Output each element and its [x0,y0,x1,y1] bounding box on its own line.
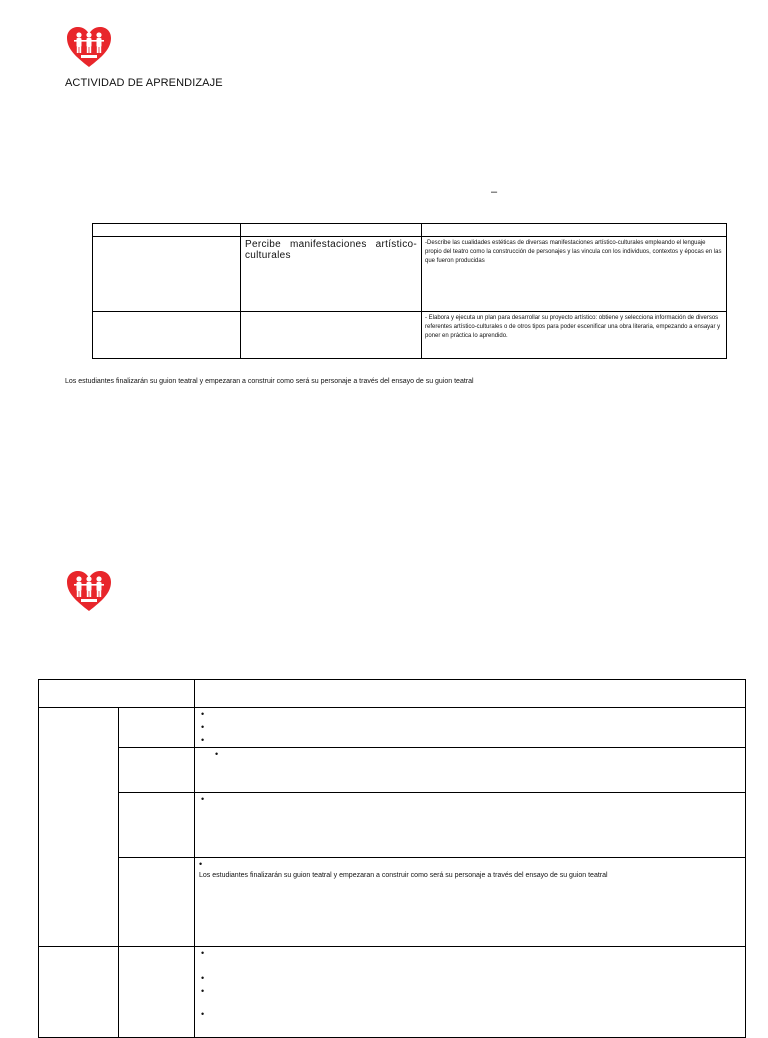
bullet: • [201,948,205,958]
heart-children-logo-icon [66,26,112,68]
competency-description: - Elabora y ejecuta un plan para desarrollar su proyecto artístico: obtiene y selecciona información de diversos referentes artístico-culturales o de otros tipos para poder escenificar una obra literaria, empezando a ensayar y poner en práctica lo aprendido. [422,312,727,359]
bullet: • [201,722,205,732]
competency-description: -Describe las cualidades estéticas de diversas manifestaciones artístico-culturales empleando el lenguaje propio del teatro como la construcción de personajes y las vincula con los individuos, contextos y épocas en las que fueron producidas [422,237,727,312]
bullet: • [199,859,203,869]
bullet: • [201,973,205,983]
bullet: • [201,709,205,719]
table-row [39,748,746,793]
table-header-row [93,224,727,237]
table-row [39,793,746,858]
table-row [93,312,727,359]
table-row [93,237,727,312]
competency-table [92,223,727,359]
table-row [39,858,746,947]
activity-description: Los estudiantes finalizarán su guion teatral y empezaran a construir como será su personaje a través del ensayo de su guion teatral [199,872,608,879]
page-title: ACTIVIDAD DE APRENDIZAJE [65,77,223,89]
heart-children-logo-icon [66,570,112,612]
competency-text [241,312,422,359]
table-header-row [39,680,746,708]
activity-table [38,679,746,1038]
bullet: • [201,1009,205,1019]
bullet: • [201,794,205,804]
bullet: • [201,986,205,996]
activity-summary: Los estudiantes finalizarán su guion teatral y empezaran a construir como será su personaje a través del ensayo de su guion teatral [65,378,474,385]
competency-text: Percibe manifestaciones artístico-culturales [241,237,422,312]
dash-mark: – [491,186,498,198]
table-row [39,708,746,748]
bullet: • [201,735,205,745]
bullet: • [215,749,219,759]
